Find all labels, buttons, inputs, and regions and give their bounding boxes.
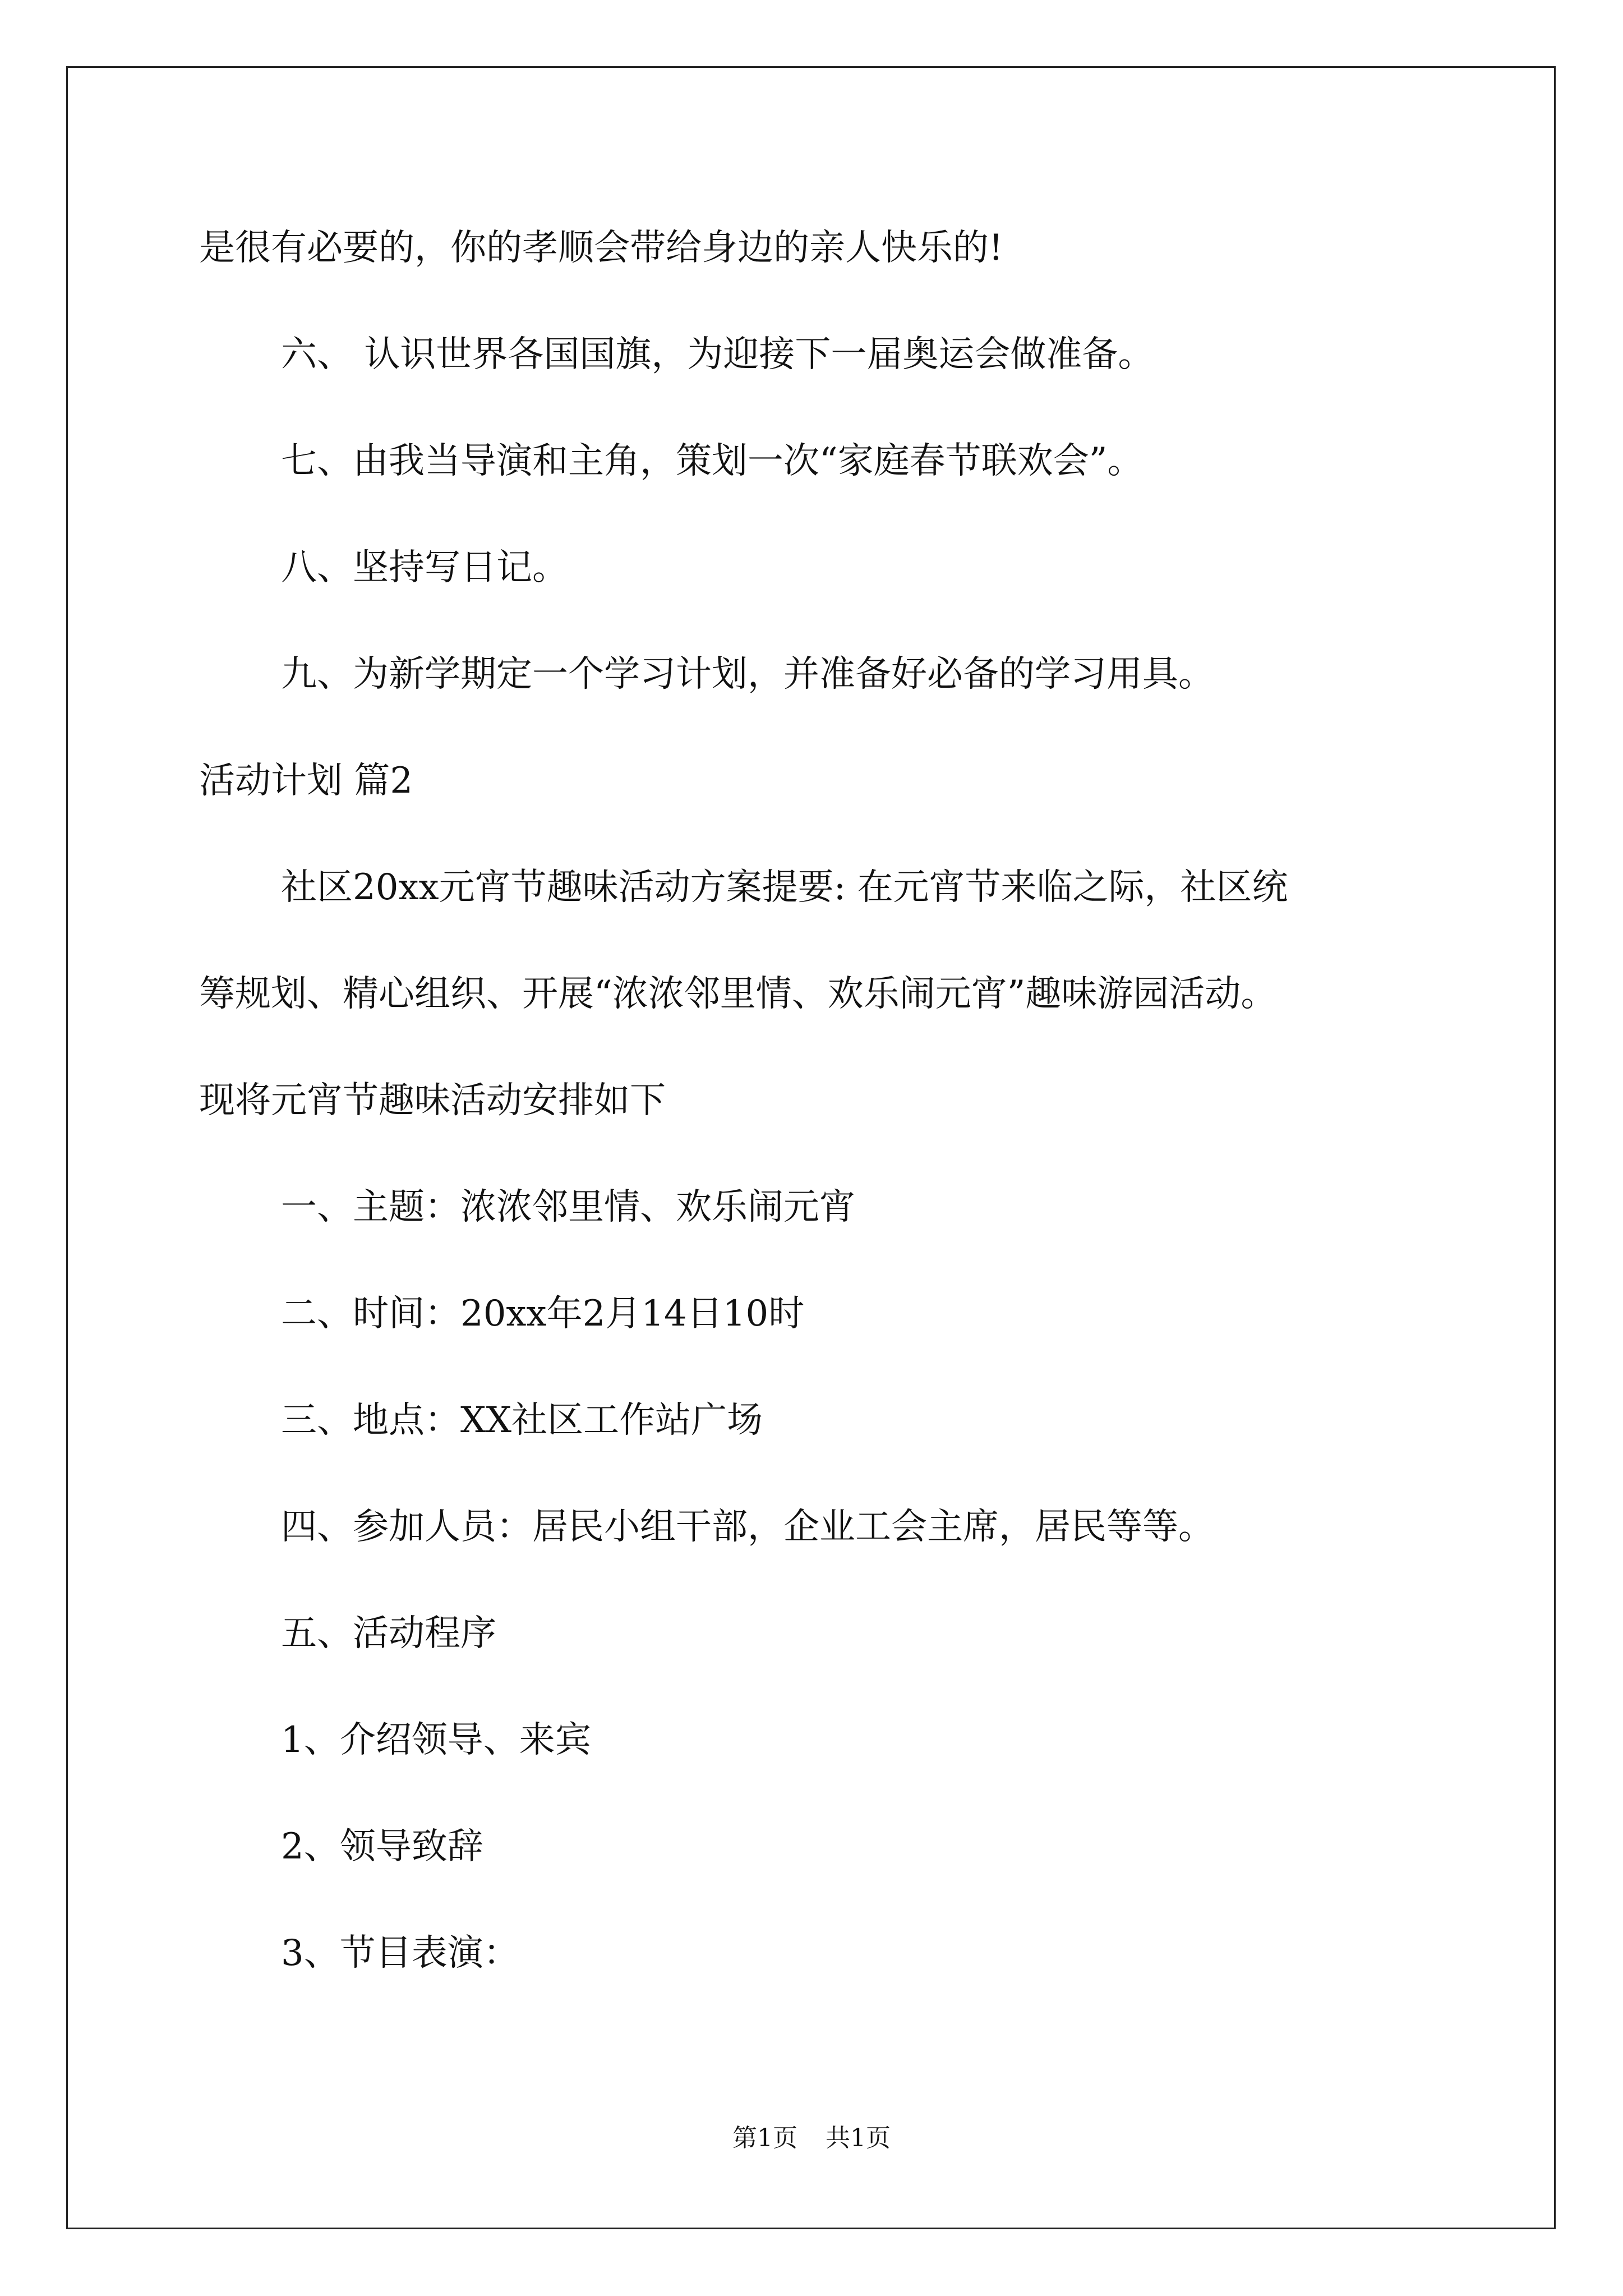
list-item-9: 九、为新学期定一个学习计划，并准备好必备的学习用具。	[281, 654, 1214, 695]
item-program: 五、活动程序	[281, 1613, 496, 1654]
page-number: 第1页	[732, 2124, 797, 2152]
program-step-2: 2、领导致辞	[281, 1826, 483, 1867]
item-time: 二、时间：20xx年2月14日10时	[281, 1293, 805, 1335]
item-location: 三、地点：XX社区工作站广场	[281, 1400, 763, 1441]
list-item-8: 八、坚持写日记。	[281, 547, 568, 588]
program-step-3: 3、节目表演：	[281, 1932, 519, 1974]
list-item-7: 七、由我当导演和主角，策划一次“家庭春节联欢会”。	[281, 440, 1144, 482]
intro-paragraph-line-3: 现将元宵节趣味活动安排如下	[199, 1080, 666, 1121]
intro-paragraph-line-1: 社区20xx元宵节趣味活动方案提要: 在元宵节来临之际，社区统	[281, 867, 1288, 908]
paragraph-continuation: 是很有必要的，你的孝顺会带给身边的亲人快乐的!	[199, 227, 1003, 269]
list-item-6: 六、 认识世界各国国旗，为迎接下一届奥运会做准备。	[281, 334, 1154, 375]
program-step-1: 1、介绍领导、来宾	[281, 1719, 591, 1761]
page-total: 共1页	[826, 2124, 891, 2152]
page-footer	[0, 2126, 1623, 2151]
page-border	[66, 66, 1556, 2229]
item-participants: 四、参加人员：居民小组干部，企业工会主席，居民等等。	[281, 1506, 1214, 1548]
item-theme: 一、主题：浓浓邻里情、欢乐闹元宵	[281, 1186, 855, 1228]
section-heading: 活动计划 篇2	[199, 760, 413, 802]
intro-paragraph-line-2: 筹规划、精心组织、开展“浓浓邻里情、欢乐闹元宵”趣味游园活动。	[199, 973, 1277, 1015]
